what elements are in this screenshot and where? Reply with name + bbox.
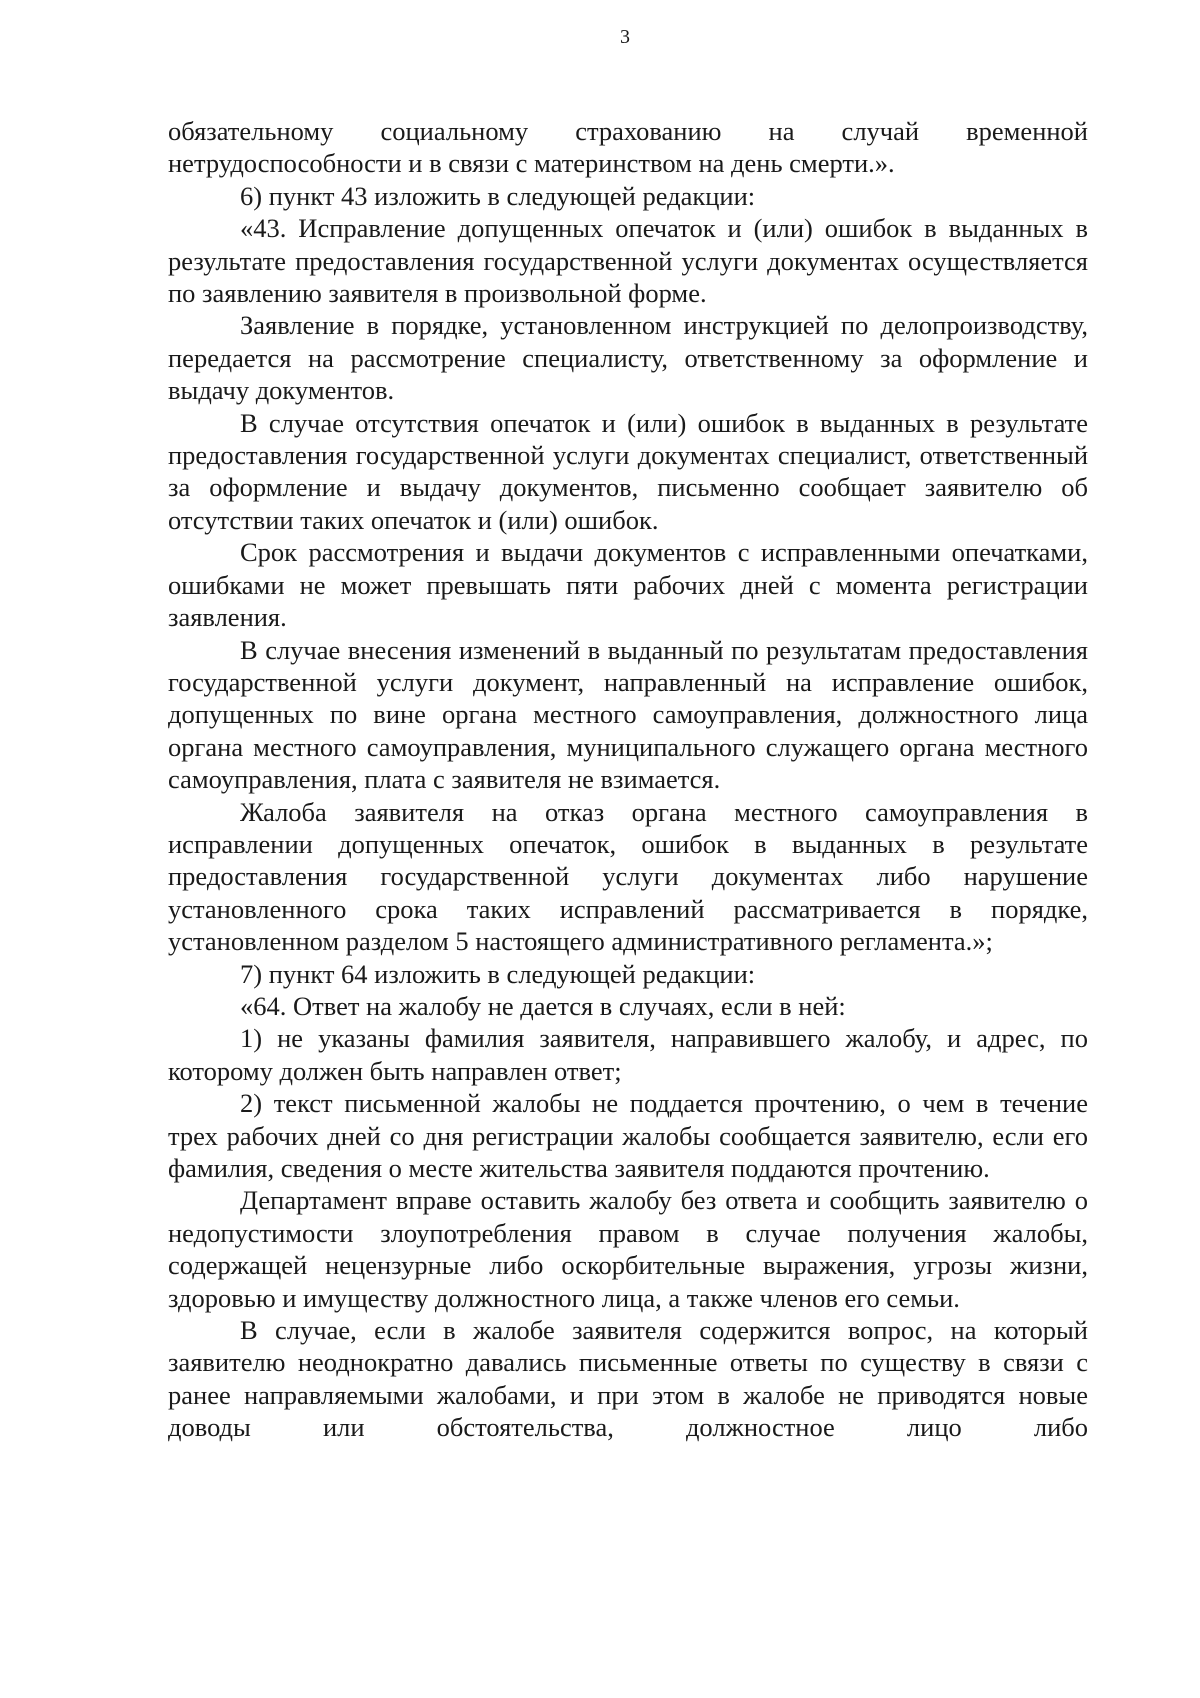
paragraph-subitem-2: 2) текст письменной жалобы не поддается прочтению, о чем в течение трех рабочих дней со дня регистрации жалобы сообщается заявителю, если его фамилия, сведения о месте жительства заявителя поддаются прочтению. (168, 1088, 1088, 1183)
paragraph-repeated-complaint: В случае, если в жалобе заявителя содержится вопрос, на который заявителю неоднократно давались письменные ответы по существу в связи с ранее направляемыми жалобами, и при этом в жалобе не приводятся новые доводы или обстоятельства, должностное лицо либо (168, 1315, 1088, 1443)
paragraph-clause-43: «43. Исправление допущенных опечаток и (или) ошибок в выданных в результате предоставления государственной услуги документах осуществляется по заявлению заявителя в произвольной форме. (168, 213, 1088, 309)
paragraph-application-procedure: Заявление в порядке, установленном инструкцией по делопроизводству, передается на рассмотрение специалисту, ответственному за оформление и выдачу документов. (168, 310, 1088, 406)
page-number: 3 (620, 26, 630, 48)
paragraph-department-right: Департамент вправе оставить жалобу без ответа и сообщить заявителю о недопустимости злоупотребления правом в случае получения жалобы, содержащей нецензурные либо оскорбительные выражения, угрозы жизни, здоровью и имуществу должностного лица, а также членов его семьи. (168, 1185, 1088, 1313)
paragraph-item-6: 6) пункт 43 изложить в следующей редакции: (240, 180, 756, 211)
paragraph-no-fee: В случае внесения изменений в выданный по результатам предоставления государственной услуги документ, направленный на исправление ошибок, допущенных по вине органа местного самоуправления, должностного лица органа местного самоуправления, муниципального служащего органа местного самоуправления, плата с заявителя не взимается. (168, 634, 1088, 795)
paragraph-item-7: 7) пункт 64 изложить в следующей редакции: (240, 958, 756, 989)
paragraph-clause-64: «64. Ответ на жалобу не дается в случаях, если в ней: (240, 990, 846, 1021)
document-body (168, 115, 1088, 1444)
paragraph-complaint-refusal: Жалоба заявителя на отказ органа местного самоуправления в исправлении допущенных опечаток, ошибок в выданных в результате предоставления государственной услуги документах либо нарушение установленного срока таких исправлений рассматривается в порядке, установленном разделом 5 настоящего административного регламента.»; (168, 796, 1088, 957)
paragraph-no-errors: В случае отсутствия опечаток и (или) ошибок в выданных в результате предоставления государственной услуги документах специалист, ответственный за оформление и выдачу документов, письменно сообщает заявителю об отсутствии таких опечаток и (или) ошибок. (168, 407, 1088, 535)
paragraph-review-period: Срок рассмотрения и выдачи документов с исправленными опечатками, ошибками не может превышать пяти рабочих дней с момента регистрации заявления. (168, 537, 1088, 633)
paragraph-subitem-1: 1) не указаны фамилия заявителя, направившего жалобу, и адрес, по которому должен быть направлен ответ; (168, 1023, 1088, 1086)
paragraph-continuation: обязательному социальному страхованию на случай временной нетрудоспособности и в связи с материнством на день смерти.». (168, 116, 1088, 179)
